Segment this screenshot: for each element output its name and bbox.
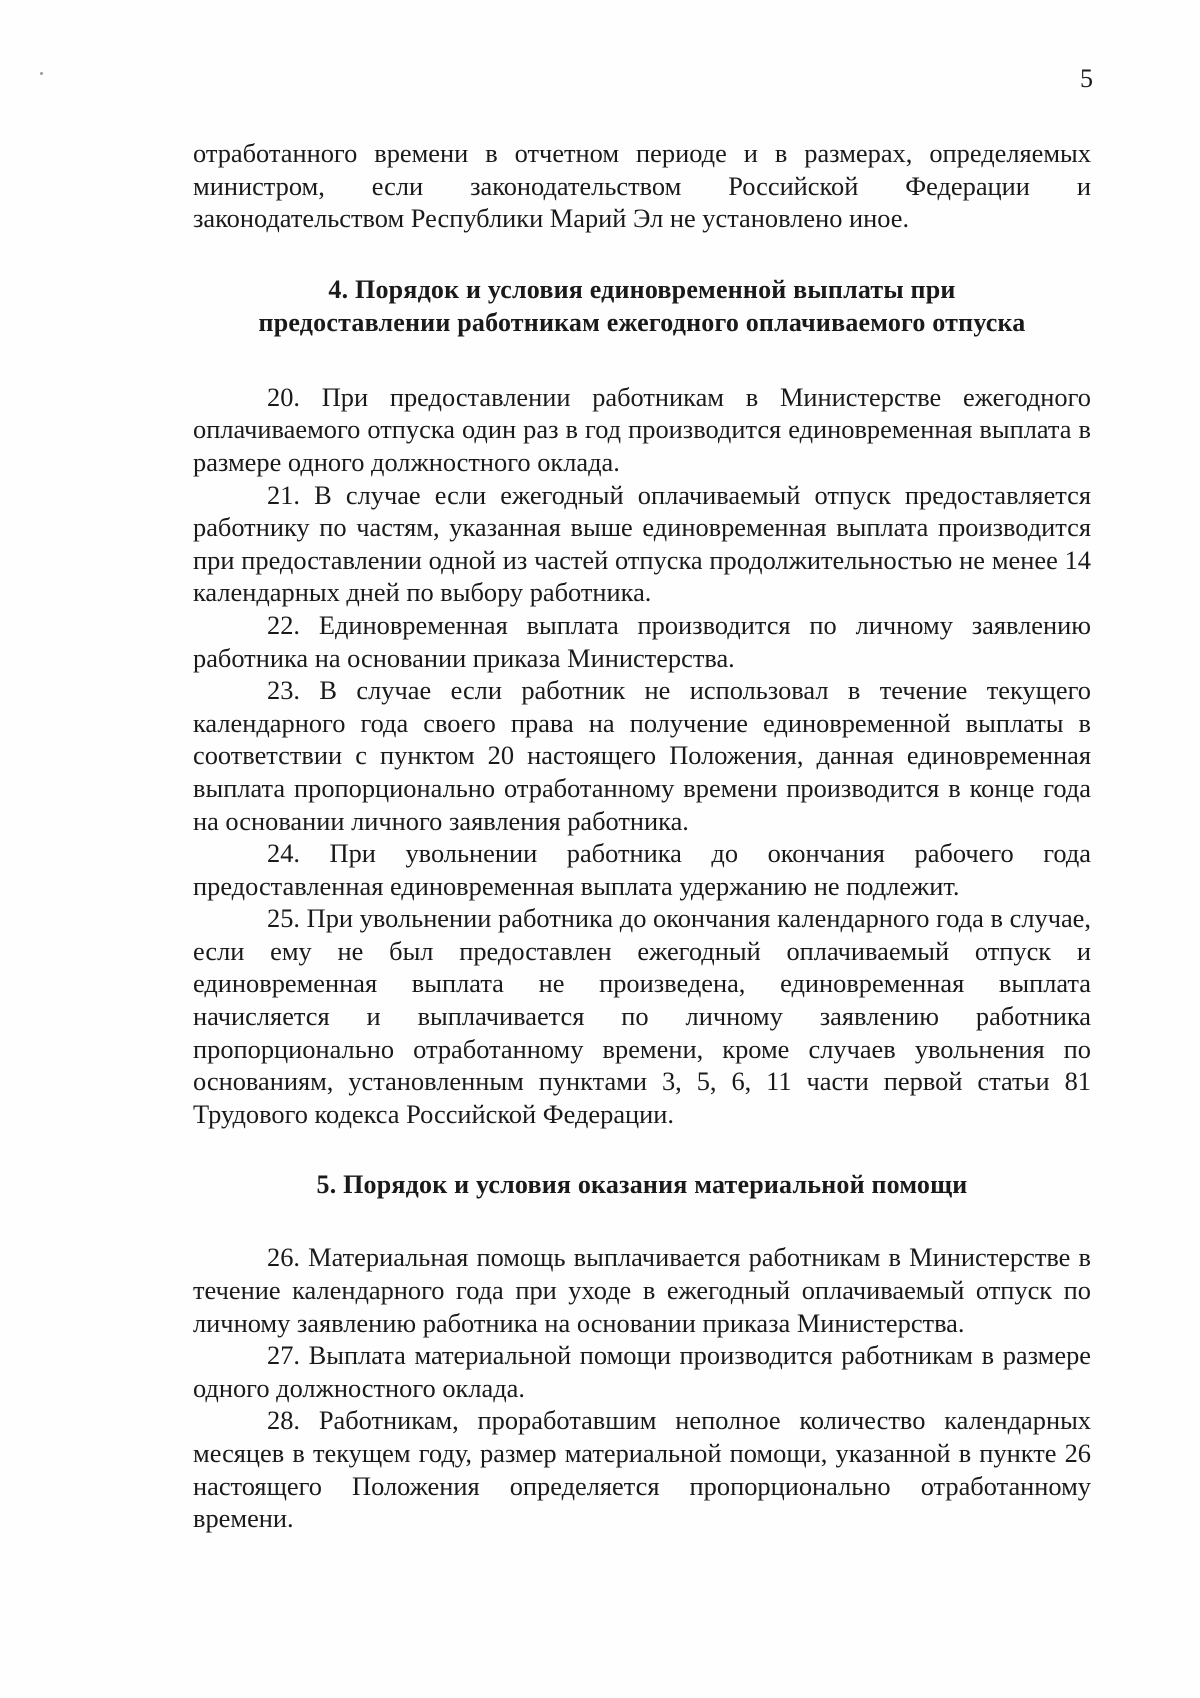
- paragraph-26: 26. Материальная помощь выплачивается работникам в Министерстве в течение календарного года при уходе в ежегодный оплачиваемый отпуск по личному заявлению работника на основании приказа Министерства.: [193, 1242, 1091, 1338]
- paragraph-21: 21. В случае если ежегодный оплачиваемый отпуск предоставляется работнику по частям, указанная выше единовременная выплата производится при предоставлении одной из частей отпуска продолжительностью не менее 14 календарных дней по выбору работника.: [193, 479, 1091, 608]
- page-number: 5: [1080, 64, 1093, 93]
- section-4-title-line-2: предоставлении работникам ежегодного оплачиваемого отпуска: [258, 307, 1026, 337]
- paragraph-27: 27. Выплата материальной помощи производится работникам в размере одного должностного оклада.: [193, 1340, 1091, 1403]
- paragraph-28: 28. Работникам, проработавшим неполное количество календарных месяцев в текущем году, размер материальной помощи, указанной в пункте 26 настоящего Положения определяется пропорционально отработанному времени.: [193, 1405, 1091, 1534]
- paragraph-20: 20. При предоставлении работникам в Министерстве ежегодного оплачиваемого отпуска один раз в год производится единовременная выплата в размере одного должностного оклада.: [193, 381, 1091, 477]
- section-4-title-line-1: 4. Порядок и условия единовременной выплаты при: [328, 274, 956, 304]
- scan-speck: [40, 72, 43, 75]
- section-5-title: 5. Порядок и условия оказания материальной помощи: [316, 1170, 968, 1200]
- document-body: [193, 137, 1091, 1535]
- paragraph-22: 22. Единовременная выплата производится по личному заявлению работника на основании приказа Министерства.: [193, 609, 1091, 673]
- paragraph-25: 25. При увольнении работника до окончания календарного года в случае, если ему не был предоставлен ежегодный оплачиваемый отпуск и единовременная выплата не произведена, единовременная выплата начисляется и выплачивается по личному заявлению работника пропорционально отработанному времени, кроме случаев увольнения по основаниям, установленным пунктами 3, 5, 6, 11 части первой статьи 81 Трудового кодекса Российской Федерации.: [193, 903, 1091, 1129]
- paragraph-24: 24. При увольнении работника до окончания рабочего года предоставленная единовременная выплата удержанию не подлежит.: [193, 838, 1091, 901]
- paragraph-23: 23. В случае если работник не использовал в течение текущего календарного года своего права на получение единовременной выплаты в соответствии с пунктом 20 настоящего Положения, данная единовременная выплата пропорционально отработанному времени производится в конце года на основании личного заявления работника.: [193, 675, 1091, 836]
- intro-paragraph: отработанного времени в отчетном периоде и в размерах, определяемых министром, если законодательством Российской Федерации и законодательством Республики Марий Эл не установлено иное.: [193, 138, 1091, 234]
